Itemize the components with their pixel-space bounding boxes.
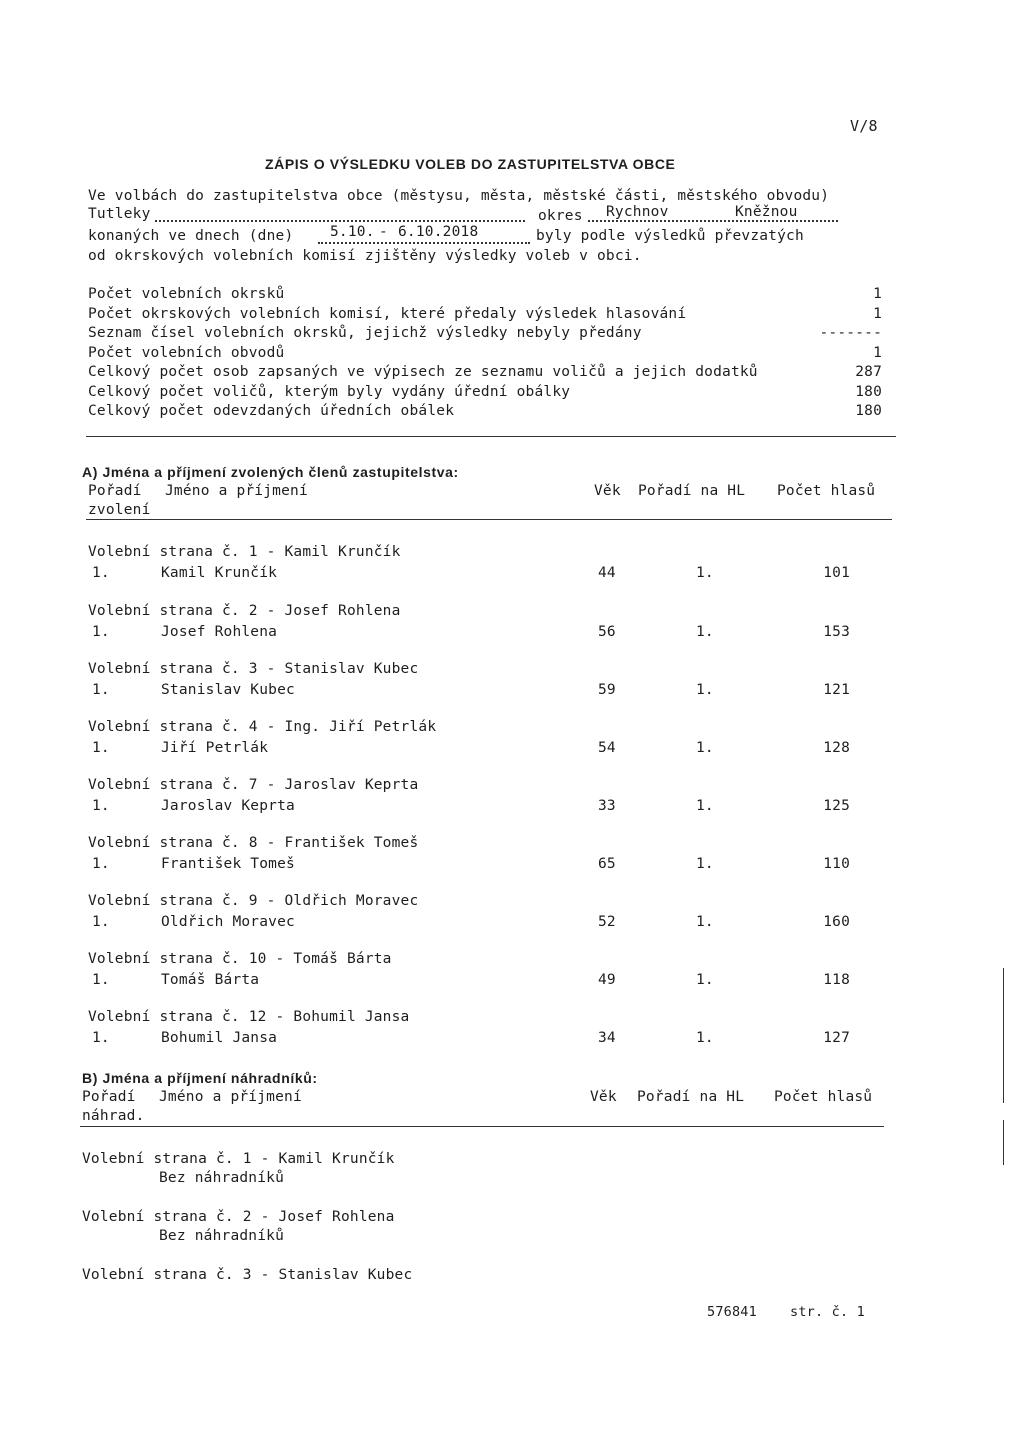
col-age-header: Věk (590, 1089, 617, 1105)
stat-label: Celkový počet odevzdaných úředních obálek (88, 403, 455, 419)
col-name-header: Jméno a příjmení (159, 1089, 302, 1105)
member-age: 56 (598, 624, 616, 640)
scan-margin-line (1003, 1120, 1004, 1165)
header-underline (80, 1126, 884, 1127)
member-name: Bohumil Jansa (161, 1030, 278, 1046)
date-separator: - (379, 224, 388, 240)
date-from: 5.10. (330, 224, 375, 240)
member-order: 1. (92, 972, 110, 988)
party-label: Volební strana č. 10 - Tomáš Bárta (88, 951, 392, 967)
okres-value-2: Kněžnou (735, 204, 798, 220)
municipality-name: Tutleky (88, 206, 151, 222)
member-order: 1. (92, 565, 110, 581)
member-votes: 121 (823, 682, 850, 698)
stat-label: Počet okrskových volebních komisí, které předaly výsledek hlasování (88, 306, 687, 322)
member-name: Josef Rohlena (161, 624, 278, 640)
date-fill-dots (318, 242, 530, 244)
member-order: 1. (92, 856, 110, 872)
document-title: ZÁPIS O VÝSLEDKU VOLEB DO ZASTUPITELSTVA OBCE (265, 156, 676, 172)
party-label: Volební strana č. 1 - Kamil Krunčík (82, 1151, 395, 1167)
member-rank: 1. (696, 914, 714, 930)
member-rank: 1. (696, 798, 714, 814)
intro-line-1: Ve volbách do zastupitelstva obce (městysu, města, městské části, městského obvodu) (88, 188, 830, 204)
member-votes: 125 (823, 798, 850, 814)
col-rank-header: Pořadí na HL (638, 483, 746, 499)
member-age: 59 (598, 682, 616, 698)
party-label: Volební strana č. 8 - František Tomeš (88, 835, 419, 851)
member-rank: 1. (696, 856, 714, 872)
member-order: 1. (92, 624, 110, 640)
document-id: 576841 (707, 1304, 757, 1320)
section-a-heading: A) Jména a příjmení zvolených členů zastupitelstva: (82, 464, 459, 480)
member-name: Kamil Krunčík (161, 565, 278, 581)
member-rank: 1. (696, 740, 714, 756)
col-order-header-2: náhrad. (82, 1108, 145, 1124)
member-name: Stanislav Kubec (161, 682, 295, 698)
okres-label: okres (538, 208, 583, 224)
member-name: Jaroslav Keprta (161, 798, 295, 814)
col-name-header: Jméno a příjmení (165, 483, 308, 499)
member-age: 34 (598, 1030, 616, 1046)
member-rank: 1. (696, 1030, 714, 1046)
member-order: 1. (92, 798, 110, 814)
scan-margin-line (1003, 968, 1004, 1103)
member-order: 1. (92, 1030, 110, 1046)
party-label: Volební strana č. 1 - Kamil Krunčík (88, 544, 401, 560)
substitute-note: Bez náhradníků (159, 1170, 285, 1186)
party-label: Volební strana č. 7 - Jaroslav Keprta (88, 777, 419, 793)
member-age: 54 (598, 740, 616, 756)
stat-label: Počet volebních obvodů (88, 345, 285, 361)
stat-label: Celkový počet voličů, kterým byly vydány úřední obálky (88, 384, 571, 400)
stat-value: 1 (873, 345, 882, 361)
col-votes-header: Počet hlasů (777, 483, 876, 499)
stat-label: Počet volebních okrsků (88, 286, 285, 302)
member-votes: 110 (823, 856, 850, 872)
member-age: 44 (598, 565, 616, 581)
col-order-header-2: zvolení (88, 502, 151, 518)
stat-value: 1 (873, 286, 882, 302)
party-label: Volební strana č. 2 - Josef Rohlena (82, 1209, 395, 1225)
party-label: Volební strana č. 4 - Ing. Jiří Petrlák (88, 719, 437, 735)
stat-label: Seznam čísel volebních okrsků, jejichž výsledky nebyly předány (88, 325, 642, 341)
intro-line-4: od okrskových volebních komisí zjištěny výsledky voleb v obci. (88, 248, 642, 264)
member-age: 33 (598, 798, 616, 814)
member-rank: 1. (696, 972, 714, 988)
party-label: Volební strana č. 12 - Bohumil Jansa (88, 1009, 410, 1025)
member-votes: 153 (823, 624, 850, 640)
member-order: 1. (92, 682, 110, 698)
member-rank: 1. (696, 682, 714, 698)
member-name: Tomáš Bárta (161, 972, 260, 988)
stat-value: 180 (855, 403, 882, 419)
party-label: Volební strana č. 9 - Oldřich Moravec (88, 893, 419, 909)
header-underline (86, 519, 892, 520)
section-b-heading: B) Jména a příjmení náhradníků: (82, 1070, 318, 1086)
party-label: Volební strana č. 3 - Stanislav Kubec (88, 661, 419, 677)
municipality-fill-dots (155, 220, 525, 222)
stat-value: ------- (819, 325, 882, 341)
member-name: Jiří Petrlák (161, 740, 269, 756)
stat-value: 287 (855, 364, 882, 380)
col-age-header: Věk (594, 483, 621, 499)
stat-value: 1 (873, 306, 882, 322)
page-number: str. č. 1 (790, 1304, 865, 1320)
col-votes-header: Počet hlasů (774, 1089, 873, 1105)
member-rank: 1. (696, 565, 714, 581)
member-name: František Tomeš (161, 856, 295, 872)
divider (86, 436, 896, 437)
col-order-header: Pořadí (82, 1089, 136, 1105)
party-label: Volební strana č. 2 - Josef Rohlena (88, 603, 401, 619)
member-order: 1. (92, 740, 110, 756)
held-rest: byly podle výsledků převzatých (536, 228, 804, 244)
member-age: 52 (598, 914, 616, 930)
stat-value: 180 (855, 384, 882, 400)
member-votes: 118 (823, 972, 850, 988)
member-order: 1. (92, 914, 110, 930)
okres-value: Rychnov (606, 204, 669, 220)
col-rank-header: Pořadí na HL (637, 1089, 745, 1105)
member-age: 49 (598, 972, 616, 988)
member-votes: 160 (823, 914, 850, 930)
col-order-header: Pořadí (88, 483, 142, 499)
member-votes: 127 (823, 1030, 850, 1046)
member-votes: 101 (823, 565, 850, 581)
party-label: Volební strana č. 3 - Stanislav Kubec (82, 1267, 413, 1283)
substitute-note: Bez náhradníků (159, 1228, 285, 1244)
member-votes: 128 (823, 740, 850, 756)
member-age: 65 (598, 856, 616, 872)
member-rank: 1. (696, 624, 714, 640)
page-code: V/8 (850, 117, 878, 135)
member-name: Oldřich Moravec (161, 914, 295, 930)
date-to: 6.10.2018 (398, 224, 479, 240)
stat-label: Celkový počet osob zapsaných ve výpisech ze seznamu voličů a jejich dodatků (88, 364, 758, 380)
held-label: konaných ve dnech (dne) (88, 228, 294, 244)
